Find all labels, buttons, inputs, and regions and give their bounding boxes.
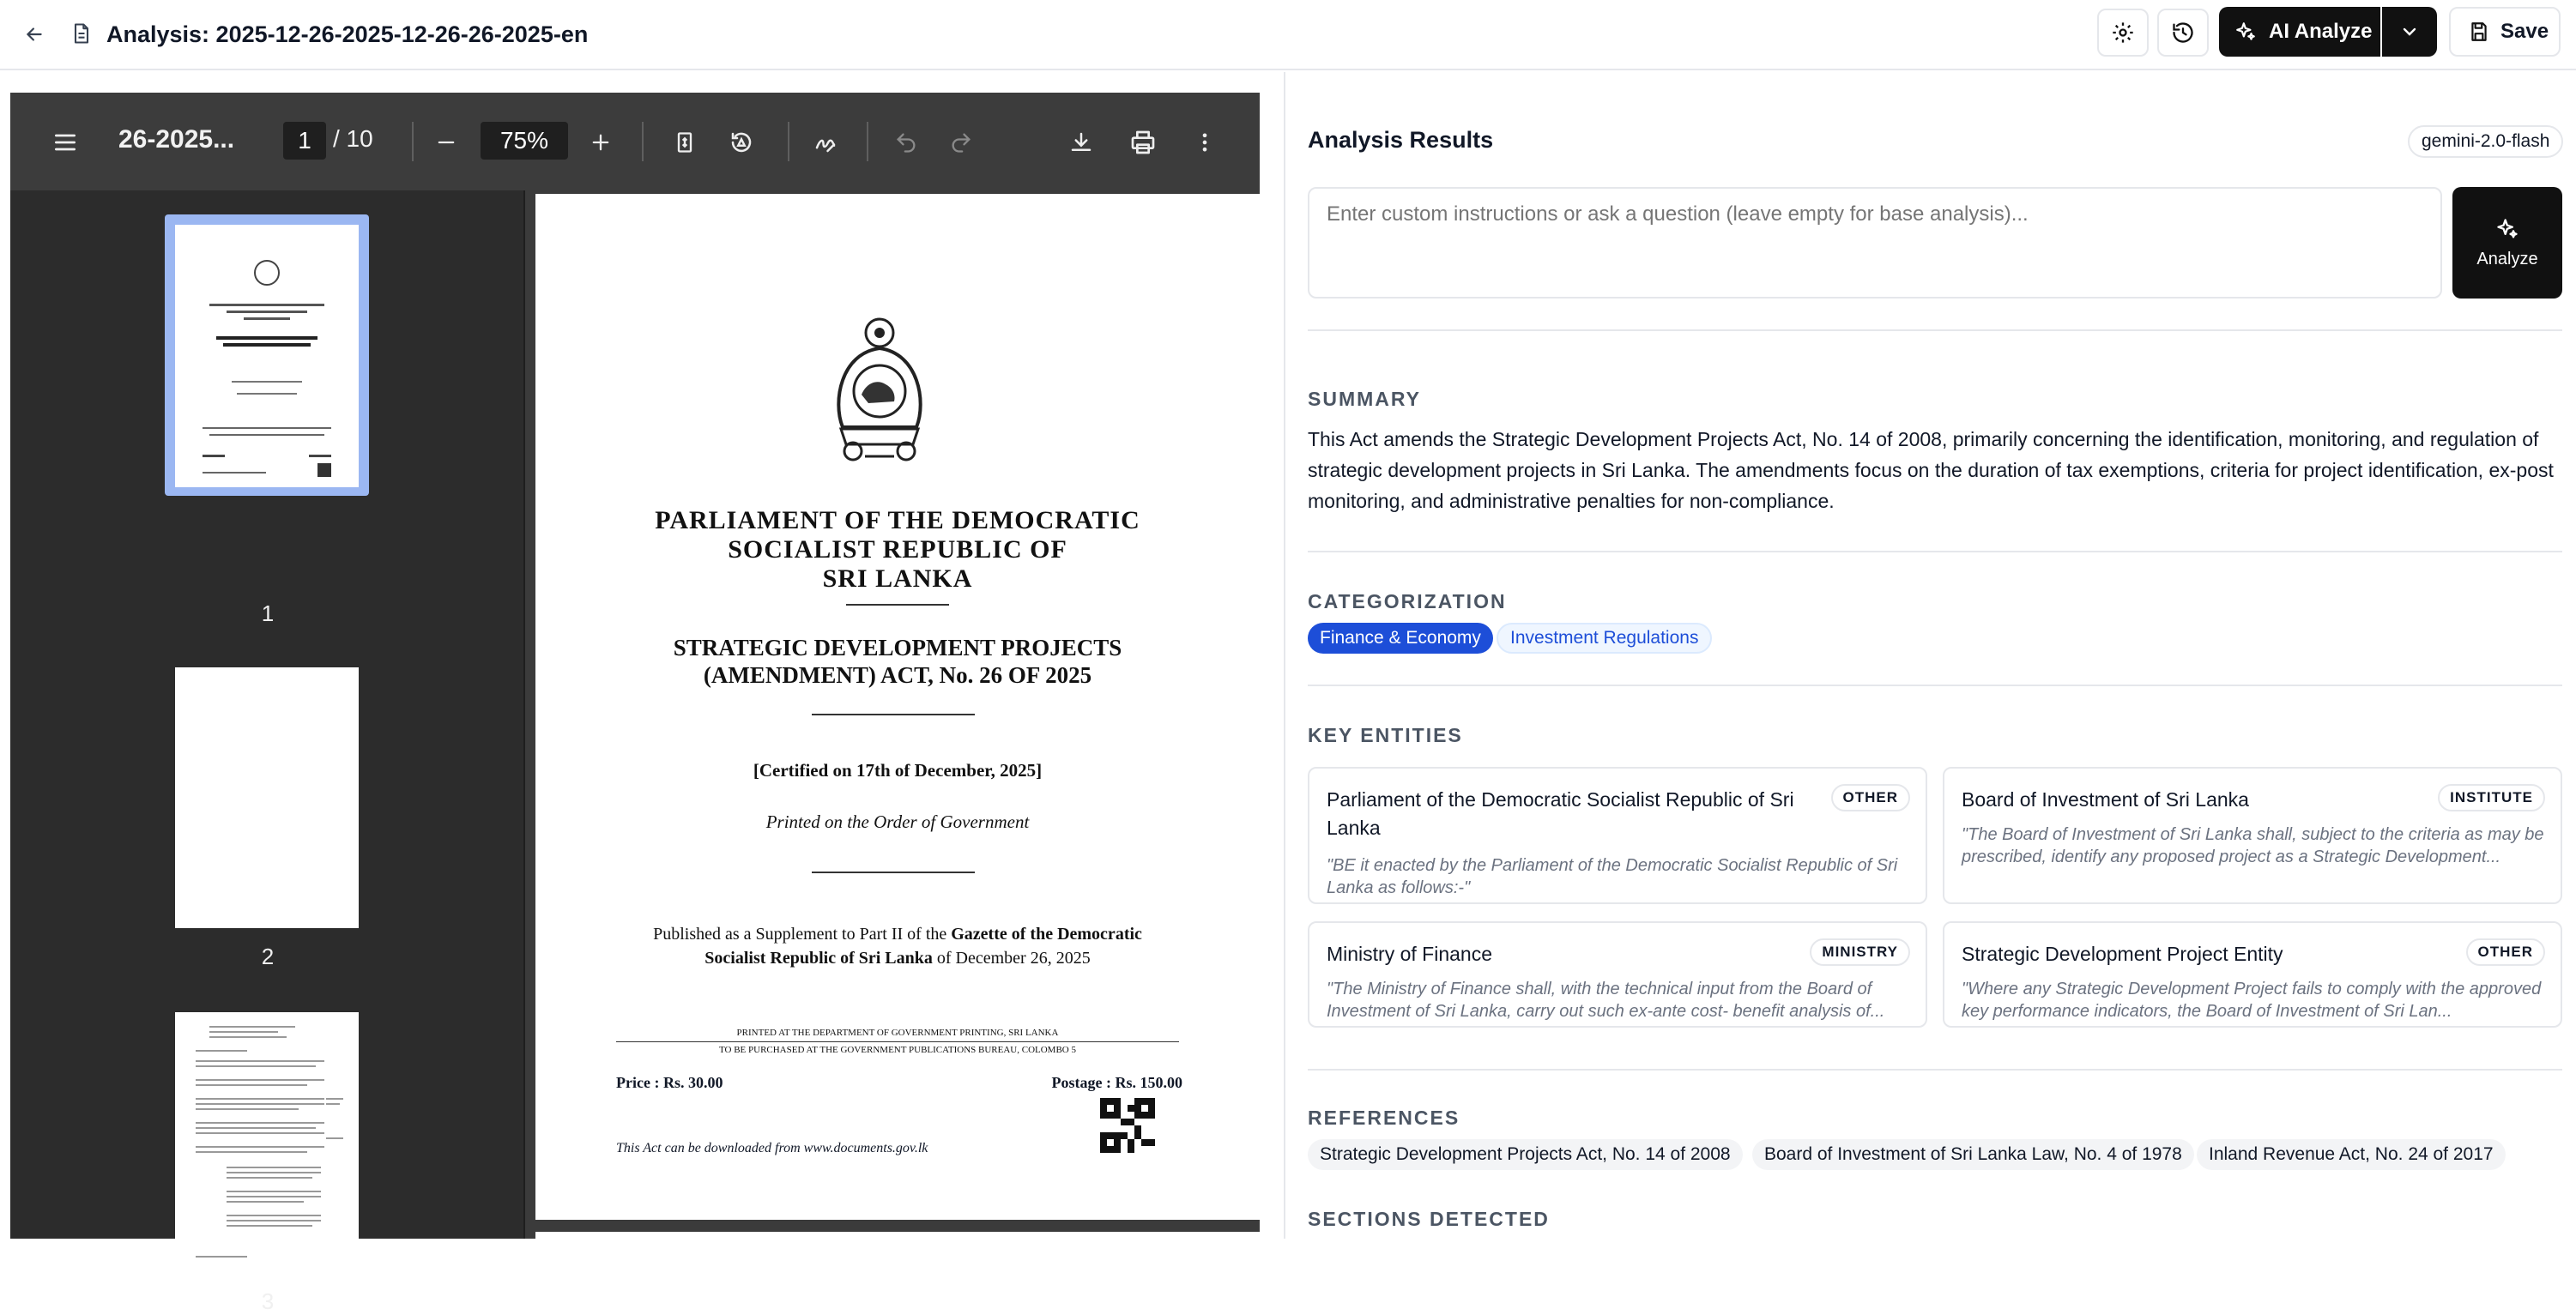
entity-type-badge: MINISTRY [1810,938,1910,966]
page-total: / 10 [333,125,373,152]
divider-rule [846,604,949,606]
zoom-level[interactable]: 75% [481,122,568,160]
toolbar-divider [412,122,414,161]
analyze-label: Analyze [2476,249,2538,268]
entity-card[interactable] [1308,767,1927,904]
zoom-out-icon[interactable] [427,124,465,161]
entity-quote: "The Ministry of Finance shall, with the technical input from the Board of Investment of Sri Lanka, carry out such ex-ante cost- benefit analysis of... [1327,980,1885,1021]
redo-icon[interactable] [942,124,980,161]
section-divider [1308,1069,2562,1071]
summary-text: This Act amends the Strategic Development Projects Act, No. 14 of 2008, primarily concerning the identification, monitoring, and regulation of strategic development projects in Sri Lanka. The amendments focus on the duration of tax exemptions, criteria for project identification, ex-post monitoring, and administrative penalties for non-compliance. [1308,428,2554,512]
ai-analyze-button[interactable] [2219,7,2380,57]
key-entities-heading: KEY ENTITIES [1308,724,1463,746]
act-title-line: STRATEGIC DEVELOPMENT PROJECTS [673,635,1122,661]
download-note: This Act can be downloaded from www.documents.gov.lk [616,1141,928,1155]
entity-type-badge: INSTITUTE [2438,784,2545,811]
pdf-page [535,194,1260,1220]
thumbnail-sidebar [10,190,525,1314]
reference-chip[interactable]: Board of Investment of Sri Lanka Law, No. 4 of 1978 [1752,1139,2194,1170]
thumbnail-page-3[interactable] [175,1012,359,1273]
entity-type-badge: OTHER [2466,938,2546,966]
pdf-toolbar [10,93,1260,190]
page-title: Analysis: 2025-12-26-2025-12-26-26-2025-en [106,21,589,47]
reference-chip[interactable]: Inland Revenue Act, No. 24 of 2017 [2197,1139,2506,1170]
analyze-button[interactable] [2452,187,2562,299]
ai-analyze-label: AI Analyze [2269,20,2373,43]
section-divider [1308,551,2562,552]
top-bar [0,0,2576,70]
entity-quote: "The Board of Investment of Sri Lanka shall, subject to the criteria as may be prescribed, identify any proposed project as a Strategic Development... [1962,825,2544,866]
results-heading: Analysis Results [1308,127,1494,153]
pdf-viewer [10,93,1260,1314]
sparkles-icon [2234,21,2257,43]
back-arrow-icon[interactable] [17,17,51,51]
history-icon [2171,21,2195,45]
entity-quote: "Where any Strategic Development Project fails to comply with the approved key performance indicators, the Board of Investment of Sri Lan... [1962,980,2542,1021]
analysis-panel [1284,72,2576,1239]
publication-text: Published as a Supplement to Part II of the [653,925,952,944]
custom-instructions-input[interactable] [1308,187,2442,299]
sparkles-icon [2495,217,2519,241]
categorization-heading: CATEGORIZATION [1308,590,1507,612]
divider-rule [812,714,975,715]
entity-card[interactable] [1308,921,1927,1028]
qr-code [1100,1098,1155,1153]
category-tag[interactable]: Finance & Economy [1308,623,1493,654]
act-title-line: (AMENDMENT) ACT, No. 26 OF 2025 [703,662,1092,688]
page-number-input[interactable]: 1 [283,122,326,160]
save-label: Save [2500,20,2549,43]
thumbnail-page-2[interactable] [175,667,359,928]
undo-icon[interactable] [887,124,925,161]
history-button[interactable] [2157,9,2209,57]
entity-name: Board of Investment of Sri Lanka [1962,788,2249,811]
price-label: Price : Rs. 30.00 [616,1074,723,1091]
publication-date: of December 26, 2025 [932,949,1091,968]
zoom-in-icon[interactable] [582,124,620,161]
pdf-page-next [535,1232,1260,1249]
pdf-heading-line: SRI LANKA [822,564,973,593]
divider-rule [616,1041,1179,1042]
rotate-icon[interactable] [723,124,760,161]
publication-gazette: Gazette of the Democratic [951,925,1142,944]
sections-detected-heading: SECTIONS DETECTED [1308,1208,1550,1230]
draw-icon[interactable] [807,124,844,161]
menu-icon[interactable] [46,124,84,161]
certified-date: [Certified on 17th of December, 2025] [753,760,1043,781]
model-badge: gemini-2.0-flash [2408,125,2563,158]
references-heading: REFERENCES [1308,1107,1460,1129]
printed-order: Printed on the Order of Government [765,811,1030,832]
category-tag[interactable]: Investment Regulations [1497,623,1712,654]
thumbnail-label: 3 [261,1288,275,1314]
purchase-note: TO BE PURCHASED AT THE GOVERNMENT PUBLICATIONS BUREAU, COLOMBO 5 [718,1045,1076,1055]
thumbnail-label: 2 [261,944,275,969]
print-icon[interactable] [1124,124,1162,161]
save-icon [2468,21,2490,43]
pdf-heading-line: SOCIALIST REPUBLIC OF [728,535,1067,564]
publication-republic: Socialist Republic of Sri Lanka [704,949,933,968]
entity-name: Strategic Development Project Entity [1962,943,2283,965]
coat-of-arms-emblem [824,316,935,465]
entity-card[interactable] [1943,767,2562,904]
entity-card[interactable] [1943,921,2562,1028]
entity-quote: "BE it enacted by the Parliament of the Democratic Socialist Republic of Sri Lanka as follows:-" [1327,856,1898,897]
summary-heading: SUMMARY [1308,388,1421,410]
download-icon[interactable] [1062,124,1100,161]
toolbar-divider [867,122,868,161]
thumbnail-page-1[interactable] [175,225,359,487]
publication-note-2 [535,949,1260,968]
publication-note [535,925,1260,944]
toolbar-divider [788,122,789,161]
toolbar-divider [642,122,644,161]
printed-department: PRINTED AT THE DEPARTMENT OF GOVERNMENT PRINTING, SRI LANKA [736,1028,1059,1038]
thumbnail-label: 1 [261,600,275,626]
pdf-heading-line: PARLIAMENT OF THE DEMOCRATIC [655,506,1140,534]
pdf-document-name: 26-2025... [118,125,235,154]
save-button[interactable] [2449,7,2561,57]
entity-type-badge: OTHER [1831,784,1911,811]
divider-rule [812,872,975,873]
document-icon [67,17,96,50]
entity-name: Parliament of the Democratic Socialist Republic of Sri Lanka [1327,788,1794,839]
gear-icon [2111,21,2135,45]
more-options-icon[interactable] [1186,124,1224,161]
postage-label: Postage : Rs. 150.00 [1051,1074,1182,1091]
settings-button[interactable] [2097,9,2149,57]
section-divider [1308,685,2562,686]
ai-analyze-dropdown[interactable] [2382,7,2437,57]
fit-page-icon[interactable] [666,124,704,161]
chevron-down-icon [2399,21,2420,42]
section-divider [1308,329,2562,331]
reference-chip[interactable]: Strategic Development Projects Act, No. 14 of 2008 [1308,1139,1743,1170]
entity-name: Ministry of Finance [1327,943,1493,965]
